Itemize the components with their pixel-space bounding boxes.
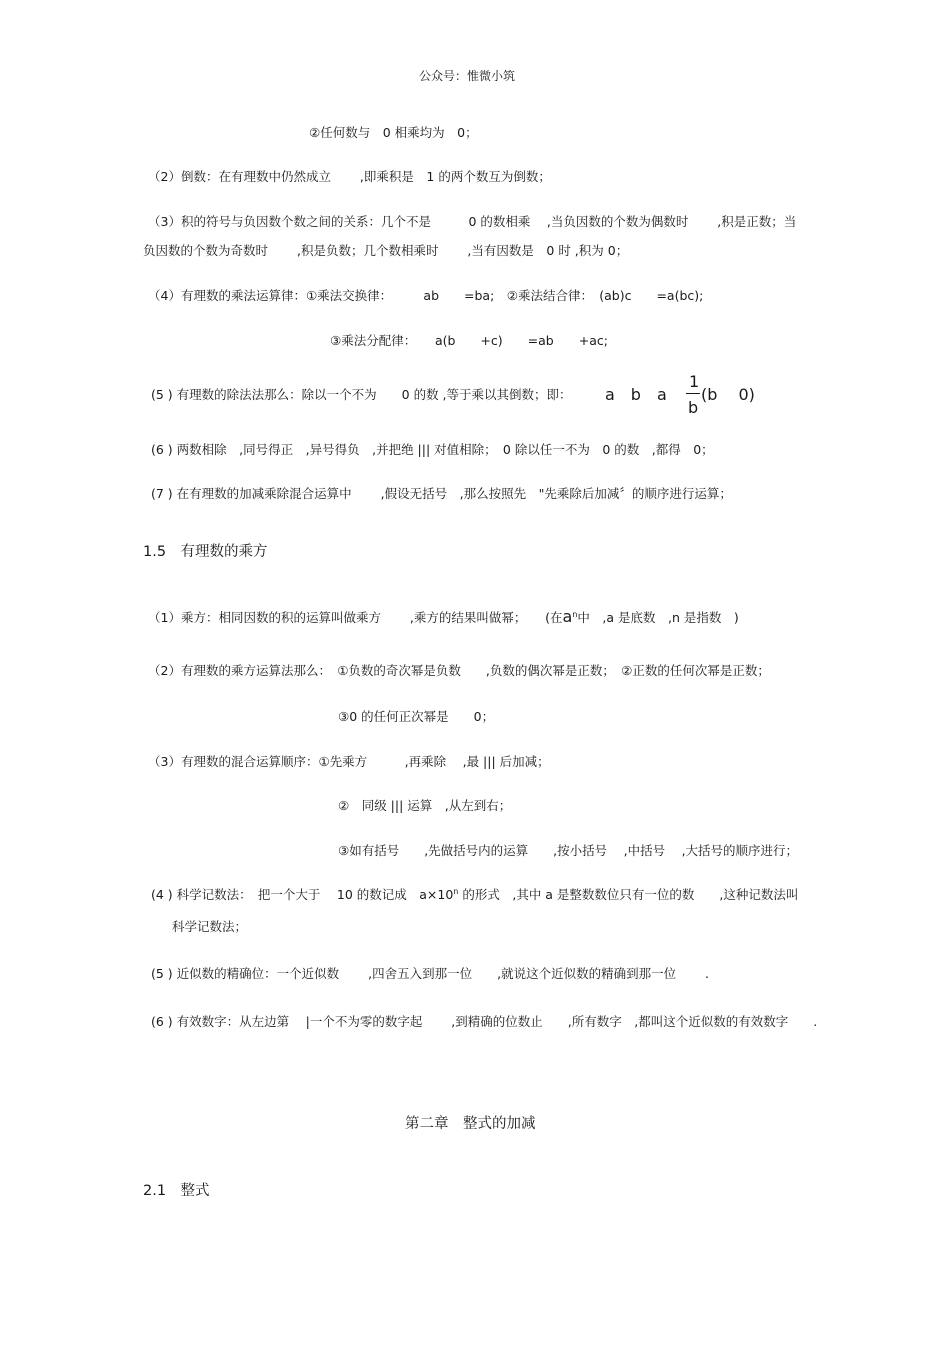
fraction-numerator: 1 — [689, 372, 700, 391]
distributive-law: ③乘法分配律： a(b +c) =ab +ac; — [330, 333, 608, 348]
zero-product-rule: ②任何数与 0 相乘均为 0； — [309, 125, 478, 140]
zero-power-rule: ③0 的任何正次幂是 0； — [338, 709, 495, 724]
scientific-exponent-symbol: n — [453, 886, 459, 896]
two-number-division-rule: (6 ) 两数相除 ,同号得正 ,异号得负 ,并把绝 ||| 对值相除； 0 除以任一不为 0 的数 ,都得 0； — [151, 442, 714, 457]
section-1-5-title: 1.5 有理数的乘方 — [143, 544, 268, 560]
fraction-denominator: b — [688, 398, 699, 417]
scientific-notation-line1 — [151, 887, 798, 903]
approximate-number-rule: (5 ) 近似数的精确位：一个近似数 ,四舍五入到那一位 ,就说这个近似数的精确到那一位 . — [151, 966, 710, 981]
scientific-notation-text: (4 ) 科学记数法： 把一个大于 10 的数记成 a×10 — [151, 887, 454, 902]
bracket-rule: ③如有括号 ,先做括号内的运算 ,按小括号 ,中括号 ,大括号的顺序进行； — [338, 843, 799, 858]
power-definition-text: （1）乘方：相同因数的积的运算叫做乘方 ,乘方的结果叫做幂； (在 — [148, 610, 563, 625]
power-definition — [148, 609, 739, 626]
multiplication-laws: （4）有理数的乘法运算律：①乘法交换律： ab =ba; ②乘法结合律： (ab)c =a(bc); — [148, 288, 704, 303]
division-formula: a b a — [605, 385, 667, 404]
section-2-1-title: 2.1 整式 — [143, 1183, 210, 1199]
page-header: 公众号：惟微小筑 — [419, 69, 516, 83]
power-base-symbol: a — [562, 607, 573, 626]
product-sign-rule-line2: 负因数的个数为奇数时 ,积是负数；几个数相乘时 ,当有因数是 0 时 ,积为 0； — [143, 243, 629, 258]
scientific-notation-tail: 的形式 ,其中 a 是整数数位只有一位的数 ,这种记数法叫 — [458, 887, 799, 902]
division-rule: (5 ) 有理数的除法法那么：除以一个不为 0 的数 ,等于乘以其倒数；即： — [151, 387, 572, 402]
power-rule: （2）有理数的乘方运算法那么： ①负数的奇次幂是负数 ,负数的偶次幂是正数； ②正数的任何次幂是正数； — [148, 663, 770, 678]
power-exponent-symbol: n — [572, 609, 578, 619]
mixed-operation-rule: (7 ) 在有理数的加减乘除混合运算中 ,假设无括号 ,那么按照先 "先乘除后加减〞的顺序进行运算； — [151, 486, 732, 501]
division-formula-condition: (b 0) — [701, 385, 755, 404]
power-definition-tail: 中 ,a 是底数 ,n 是指数 ) — [577, 610, 739, 625]
chapter-2-title: 第二章 整式的加减 — [405, 1116, 536, 1132]
same-level-rule: ② 同级 ||| 运算 ,从左到右； — [338, 798, 512, 813]
operation-order-rule: （3）有理数的混合运算顺序：①先乘方 ,再乘除 ,最 ||| 后加减； — [148, 754, 550, 769]
product-sign-rule-line1: （3）积的符号与负因数个数之间的关系：几个不是 0 的数相乘 ,当负因数的个数为偶数时 ,积是正数；当 — [148, 214, 797, 229]
significant-figures-rule: (6 ) 有效数字：从左边第 |一个不为零的数字起 ,到精确的位数止 ,所有数字 ,都叫这个近似数的有效数字 . — [151, 1014, 818, 1029]
reciprocal-rule: （2）倒数：在有理数中仍然成立 ,即乘积是 1 的两个数互为倒数； — [148, 169, 551, 184]
fraction-bar — [686, 393, 700, 394]
scientific-notation-line2: 科学记数法； — [172, 919, 248, 934]
